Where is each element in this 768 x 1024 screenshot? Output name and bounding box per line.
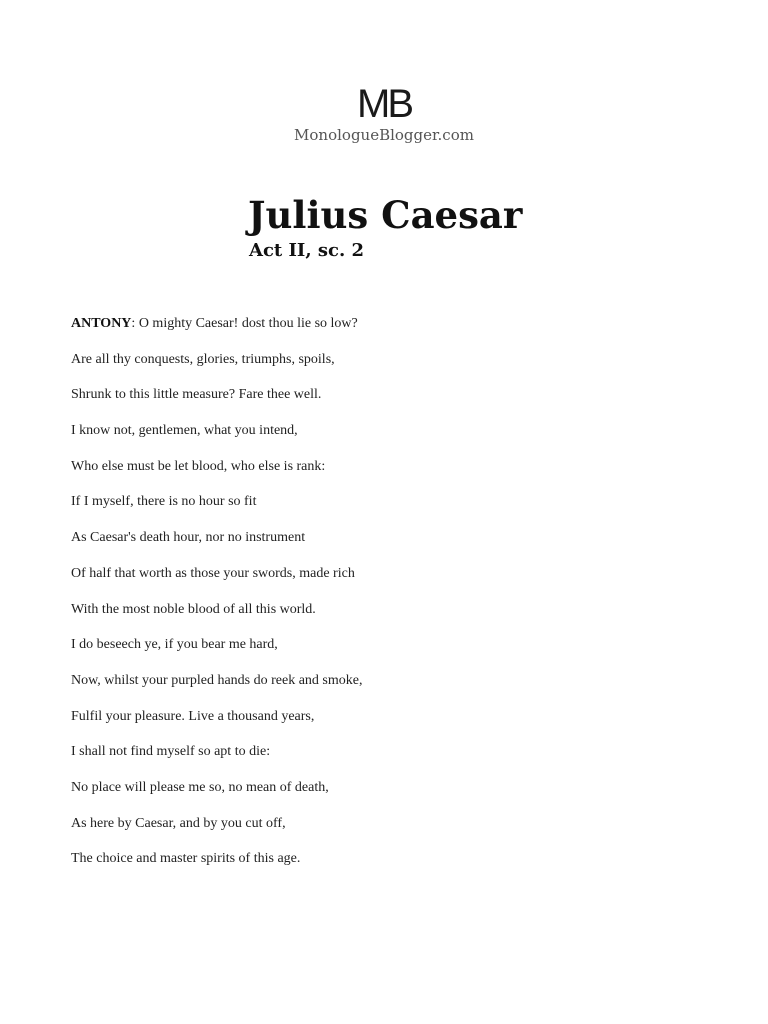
monologue-line: [71, 313, 711, 349]
monologue-line: Now, whilst your purpled hands do reek and smoke,: [71, 672, 363, 688]
monologue-line: With the most noble blood of all this world.: [71, 601, 316, 617]
monologue-text: [71, 313, 711, 884]
speaker-separator: :: [131, 316, 139, 331]
monologue-line: I know not, gentlemen, what you intend,: [71, 423, 298, 439]
monologue-line: If I myself, there is no hour so fit: [71, 494, 257, 510]
monologue-line: As Caesar's death hour, nor no instrument: [71, 530, 306, 546]
monologue-line: No place will please me so, no mean of death,: [71, 779, 329, 795]
monologue-line: Of half that worth as those your swords, made rich: [71, 565, 355, 581]
monologue-first-line: O mighty Caesar! dost thou lie so low?: [138, 316, 358, 331]
scene-label: Act II, sc. 2: [249, 240, 365, 261]
monologue-line: Shrunk to this little measure? Fare thee well.: [71, 387, 322, 403]
monologue-line: Are all thy conquests, glories, triumphs, spoils,: [71, 351, 335, 367]
monologue-line: Fulfil your pleasure. Live a thousand years,: [71, 708, 315, 724]
monologue-line: The choice and master spirits of this age.: [71, 851, 301, 867]
monologue-line: I shall not find myself so apt to die:: [71, 744, 271, 760]
monologue-line: As here by Caesar, and by you cut off,: [71, 815, 286, 831]
play-title: Julius Caesar: [248, 193, 523, 237]
monologue-line: Who else must be let blood, who else is rank:: [71, 458, 326, 474]
site-logo: MB: [357, 82, 411, 126]
monologue-line: I do beseech ye, if you bear me hard,: [71, 637, 278, 653]
site-name: MonologueBlogger.com: [294, 126, 474, 144]
speaker-name: ANTONY: [71, 316, 132, 331]
